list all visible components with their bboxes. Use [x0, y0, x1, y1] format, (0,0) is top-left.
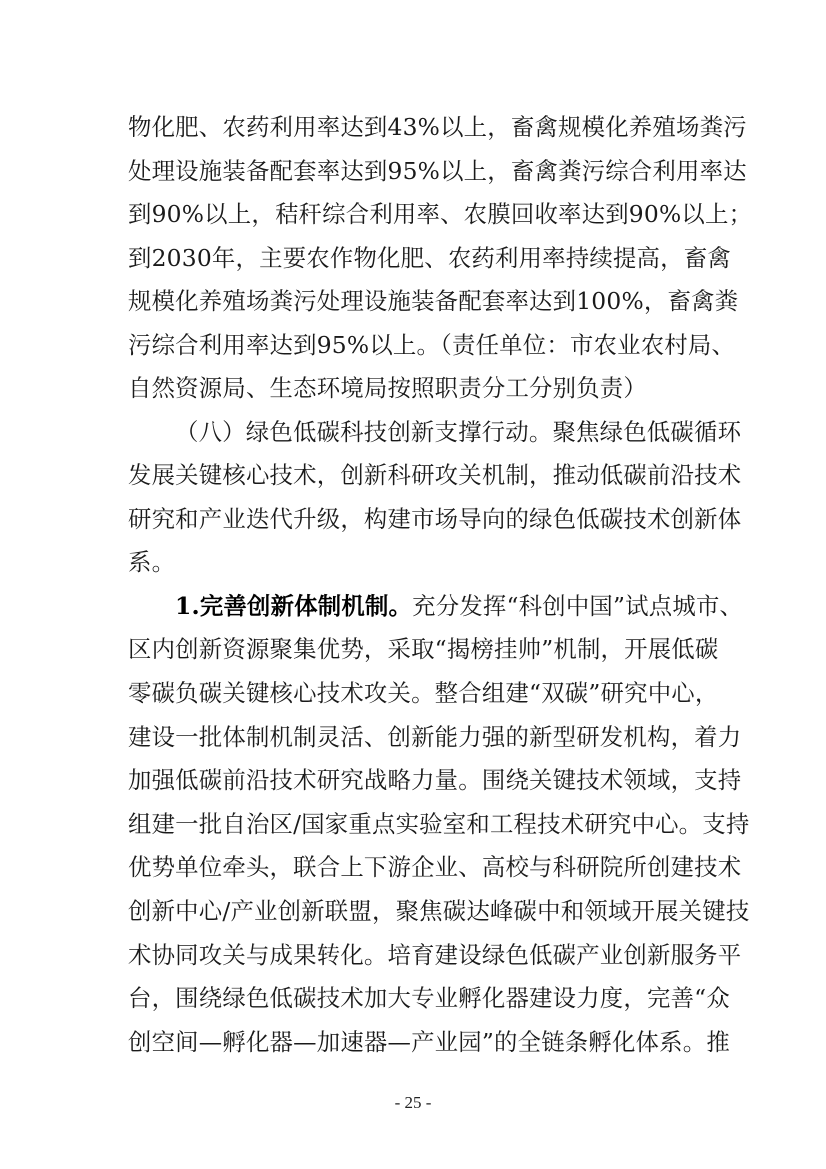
item-heading: 1.完善创新体制机制。: [175, 592, 413, 620]
text-line: 规模化养殖场粪污处理设施装备配套率达到100%，畜禽粪: [128, 287, 739, 315]
text-line: 研究和产业迭代升级，构建市场导向的绿色低碳技术创新体: [128, 505, 742, 533]
text-line: 建设一批体制机制灵活、创新能力强的新型研发机构，着力: [128, 723, 742, 751]
page-number: - 25 -: [394, 1093, 432, 1112]
text-line: 到90%以上，秸秆综合利用率、农膜回收率达到90%以上；: [128, 200, 753, 228]
text-line: 优势单位牵头，联合上下游企业、高校与科研院所创建技术: [128, 853, 742, 881]
text-line: 污综合利用率达到95%以上。（责任单位：市农业农村局、: [128, 331, 736, 359]
text-line: 区内创新资源聚集优势，采取“揭榜挂帅”机制，开展低碳: [128, 635, 719, 663]
text-line: 系。: [128, 548, 176, 576]
text-line: 发展关键核心技术，创新科研攻关机制，推动低碳前沿技术: [128, 461, 742, 489]
section-heading-line: （八）绿色低碳科技创新支撑行动。聚焦绿色低碳循环: [175, 418, 742, 446]
item-first-line: [175, 588, 744, 624]
text-line: 加强低碳前沿技术研究战略力量。围绕关键技术领域，支持: [128, 766, 742, 794]
text-line: 术协同攻关与成果转化。培育建设绿色低碳产业创新服务平: [128, 941, 742, 969]
item-text: 充分发挥“科创中国”试点城市、: [412, 592, 744, 620]
text-line: 到2030年，主要农作物化肥、农药利用率持续提高，畜禽: [128, 244, 731, 272]
text-line: 处理设施装备配套率达到95%以上，畜禽粪污综合利用率达: [128, 157, 747, 185]
text-line: 零碳负碳关键核心技术攻关。整合组建“双碳”研究中心，: [128, 679, 719, 707]
text-line: 自然资源局、生态环境局按照职责分工分别负责）: [128, 374, 647, 402]
text-line: 物化肥、农药利用率达到43%以上，畜禽规模化养殖场粪污: [128, 113, 747, 141]
text-line: 创新中心/产业创新联盟，聚焦碳达峰碳中和领域开展关键技: [128, 897, 750, 925]
text-line: 组建一批自治区/国家重点实验室和工程技术研究中心。支持: [128, 810, 750, 838]
text-line: 创空间—孵化器—加速器—产业园”的全链条孵化体系。推: [128, 1028, 730, 1056]
text-line: 台，围绕绿色低碳技术加大专业孵化器建设力度，完善“众: [128, 984, 730, 1012]
